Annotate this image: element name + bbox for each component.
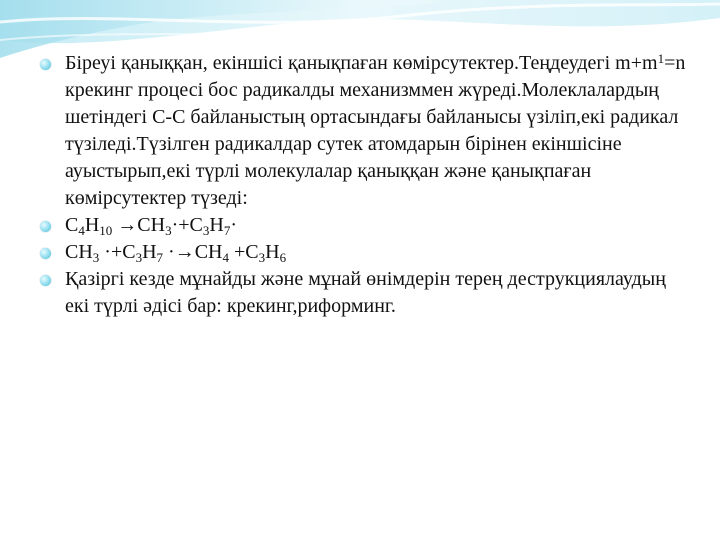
eq1-part: H	[84, 214, 100, 236]
eq2-sub: 6	[279, 250, 287, 265]
eq1-part: ·+C	[171, 214, 203, 236]
bullet-item-description	[40, 50, 690, 212]
eq1-part: H	[209, 214, 224, 236]
eq2-part: CH	[65, 241, 93, 263]
bullet-dot-icon	[40, 59, 51, 70]
eq2-sub: 7	[156, 250, 164, 265]
eq2-sub: 4	[222, 250, 229, 265]
eq1-part: ·	[230, 214, 237, 236]
eq2-part: ·→CH	[163, 241, 223, 263]
eq2-sub: 3	[135, 250, 143, 265]
bullet-dot-icon	[40, 248, 51, 259]
eq2-sub: 3	[92, 250, 100, 265]
paragraph1-text-a: Біреуі қаныққан, екіншісі қанықпаған көмірсутектер.Теңдеудегі m+m	[65, 52, 658, 74]
bullet-item-equation-1	[40, 212, 690, 239]
bullet-item-equation-2	[40, 239, 690, 266]
eq1-sub: 7	[223, 223, 231, 238]
eq2-sub: 3	[258, 250, 266, 265]
eq1-sub: 3	[165, 223, 172, 238]
eq2-part: H	[142, 241, 157, 263]
bullet-dot-icon	[40, 221, 51, 232]
eq1-part: →CH	[112, 214, 166, 236]
eq2-part: +C	[228, 241, 259, 263]
eq1-part: C	[65, 214, 79, 236]
eq1-sub: 10	[99, 223, 113, 238]
paragraph1-text-b: =n крекинг процесі бос радикалды механизммен жүреді.Молеклалардың шетіндегі С-С байланыстың ортасындағы байланысы үзіліп,екі радикал түзіледі.Түзілген радикалдар сутек атомдарын бірінен екіншісіне ауыстырып,екі түрлі молекулалар қаныққан және қанықпаған көмірсутектер түзеді:	[65, 52, 686, 209]
eq2-part: H	[265, 241, 280, 263]
bullet-list	[40, 50, 690, 320]
paragraph2-text: Қазіргі кезде мұнайды және мұнай өнімдерін терең деструкциялаудың екі түрлі әдісі бар: крекинг,риформинг.	[65, 268, 666, 317]
bullet-item-methods	[40, 266, 690, 320]
paragraph1-superscript: 1	[657, 51, 665, 66]
bullet-dot-icon	[40, 275, 51, 286]
eq1-sub: 4	[78, 223, 85, 238]
eq2-part: ·+C	[99, 241, 136, 263]
eq1-sub: 3	[202, 223, 210, 238]
